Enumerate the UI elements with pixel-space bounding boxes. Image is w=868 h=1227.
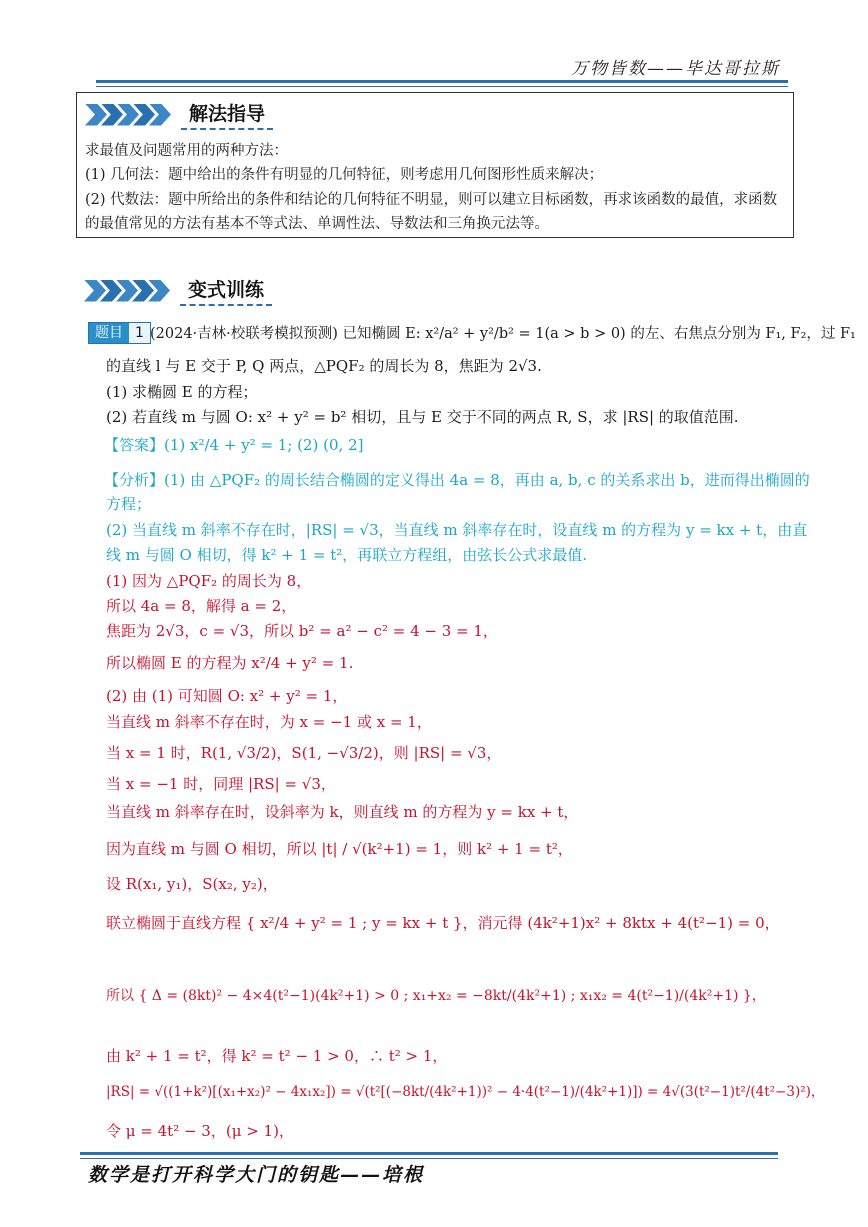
solution-line: 令 μ = 4t² − 3，(μ > 1)，	[106, 1122, 294, 1140]
solution-line: 联立椭圆于直线方程 { x²/4 + y² = 1 ; y = kx + t }，消元得 (4k²+1)x² + 8ktx + 4(t²−1) = 0，	[106, 914, 780, 932]
solution-line: 当 x = 1 时，R(1, √3/2)，S(1, −√3/2)，则 |RS| = √3，	[106, 744, 502, 762]
answer-line: 【答案】(1) x²/4 + y² = 1; (2) (0, 2]	[104, 436, 364, 454]
header-rule	[96, 80, 788, 83]
header-rule-thin	[96, 86, 788, 87]
footer-rule	[80, 1152, 778, 1155]
solution-line: 当直线 m 斜率不存在时，为 x = −1 或 x = 1，	[106, 713, 432, 731]
analysis-line: 线 m 与圆 O 相切，得 k² + 1 = t²，再联立方程组，由弦长公式求最值.	[106, 546, 588, 564]
footer-rule-thin	[80, 1158, 778, 1159]
practice-title: 变式训练	[180, 275, 272, 306]
analysis-line: 方程；	[106, 495, 152, 513]
solution-line: (2) 由 (1) 可知圆 O: x² + y² = 1，	[106, 687, 348, 705]
problem-line: (1) 求椭圆 E 的方程；	[106, 383, 258, 401]
solution-line: 设 R(x₁, y₁)，S(x₂, y₂)，	[106, 875, 278, 893]
solution-line: 所以 4a = 8，解得 a = 2，	[106, 597, 297, 615]
problem-line: (2024·吉林·校联考模拟预测) 已知椭圆 E: x²/a² + y²/b² = 1(a > b > 0) 的左、右焦点分别为 F₁, F₂，过 F₁	[150, 326, 856, 342]
analysis-line: (2) 当直线 m 斜率不存在时，|RS| = √3，当直线 m 斜率存在时，设直线 m 的方程为 y = kx + t，由直	[106, 521, 808, 539]
guide-line: (1) 几何法：题中给出的条件有明显的几何特征，则考虑用几何图形性质来解决；	[85, 167, 604, 183]
header-motto: 万物皆数——毕达哥拉斯	[571, 59, 780, 79]
method-guide-box	[76, 92, 794, 238]
guide-line: 的最值常见的方法有基本不等式法、单调性法、导数法和三角换元法等。	[85, 216, 549, 232]
footer-motto: 数学是打开科学大门的钥匙——培根	[88, 1164, 425, 1186]
practice-section-header	[84, 275, 272, 306]
solution-line: 因为直线 m 与圆 O 相切，所以 |t| / √(k²+1) = 1，则 k² + 1 = t²，	[106, 840, 573, 858]
guide-title: 解法指导	[181, 99, 273, 130]
solution-line: 当直线 m 斜率存在时，设斜率为 k，则直线 m 的方程为 y = kx + t，	[106, 803, 579, 821]
solution-line: 由 k² + 1 = t²，得 k² = t² − 1 > 0，∴ t² > 1，	[106, 1047, 448, 1065]
analysis-line: 【分析】(1) 由 △PQF₂ 的周长结合椭圆的定义得出 4a = 8，再由 a, b, c 的关系求出 b，进而得出椭圆的	[104, 471, 810, 489]
chevrons-icon	[85, 104, 165, 126]
solution-line: 所以 { Δ = (8kt)² − 4×4(t²−1)(4k²+1) > 0 ; x₁+x₂ = −8kt/(4k²+1) ; x₁x₂ = 4(t²−1)/(4k²+1) }，	[106, 988, 766, 1004]
solution-line: 焦距为 2√3，c = √3，所以 b² = a² − c² = 4 − 3 = 1，	[106, 622, 498, 640]
problem-line: (2) 若直线 m 与圆 O: x² + y² = b² 相切，且与 E 交于不同的两点 R, S，求 |RS| 的取值范围.	[106, 408, 739, 426]
solution-line: |RS| = √((1+k²)[(x₁+x₂)² − 4x₁x₂]) = √(t²[(−8kt/(4k²+1))² − 4·4(t²−1)/(4k²+1)]) = 4√(3(t²−1)t²/(4t²−3)²)，	[106, 1084, 825, 1100]
solution-line: 所以椭圆 E 的方程为 x²/4 + y² = 1.	[106, 654, 354, 672]
guide-line: 求最值及问题常用的两种方法：	[85, 143, 288, 159]
guide-section-header	[85, 99, 273, 130]
guide-line: (2) 代数法：题中所给出的条件和结论的几何特征不明显，则可以建立目标函数，再求该函数的最值，求函数	[85, 192, 778, 208]
solution-line: 当 x = −1 时，同理 |RS| = √3，	[106, 775, 336, 793]
chevrons-icon	[84, 280, 164, 302]
solution-line: (1) 因为 △PQF₂ 的周长为 8，	[106, 572, 312, 590]
question-tag-label: 题目	[89, 323, 129, 343]
problem-line: 的直线 l 与 E 交于 P, Q 两点，△PQF₂ 的周长为 8，焦距为 2√3.	[106, 357, 542, 375]
question-tag	[88, 322, 151, 344]
question-tag-number: 1	[129, 323, 150, 343]
